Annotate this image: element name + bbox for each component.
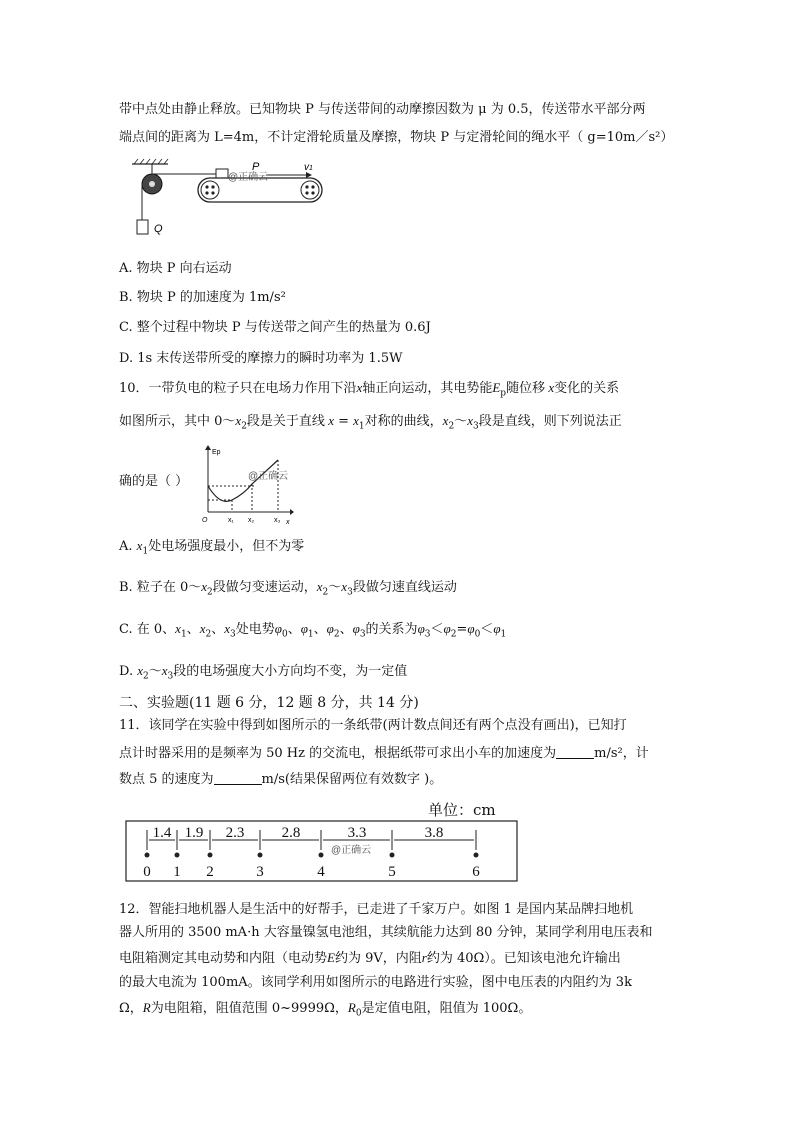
- q11-stem-line2: 点计时器采用的是频率为 50 Hz 的交流电，根据纸带可求出小车的加速度为 m/s²，计: [119, 746, 649, 761]
- q12-stem-line5: Ω，R为电阻箱，阻值范围 0~9999Ω，$R_0$是定值电阻，阻值为 100Ω。: [119, 1000, 532, 1019]
- tick-x2: x₂: [248, 517, 255, 524]
- q9-stem-line1: 带中点处由静止释放。已知物块 P 与传送带间的动摩擦因数为 μ 为 0.5，传送带水平部分两: [119, 102, 646, 117]
- section-heading: 二、实验题(11 题 6 分，12 题 8 分，共 14 分): [119, 695, 419, 711]
- q11-stem-line3: 数点 5 的速度为 m/s(结果保留两位有效数字 )。: [119, 772, 443, 787]
- tape-dot: [319, 853, 324, 858]
- origin-label: O: [202, 517, 208, 524]
- q9-stem-line2: 端点间的距离为 L=4m，不计定滑轮质量及摩擦，物块 P 与定滑轮间的绳水平（ g=10m／s²）: [119, 130, 674, 145]
- block-p: [216, 169, 228, 178]
- label-p: P: [252, 161, 260, 173]
- q12-stem-line4: 的最大电流为 100mA。该同学利用如图所示的电路进行实验，图中电压表的内阻约为 3k: [119, 975, 632, 990]
- watermark: @正确云: [331, 845, 372, 856]
- watermark: @正确云: [248, 471, 289, 482]
- segment-label: 1.9: [184, 825, 204, 841]
- q9-option-c: C. 整个过程中物块 P 与传送带之间产生的热量为 0.6J: [119, 320, 431, 335]
- q10-stem-line1: 10．一带负电的粒子只在电场力作用下沿x轴正向运动，其电势能$E_p$随位移 x变化的关系: [119, 380, 620, 399]
- point-label: 3: [256, 864, 264, 880]
- q10-stem-line2: 如图所示，其中 $0\sim x_2$段是关于直线 $x = x_1$对称的曲线，$x_2\sim x_3$段是直线，则下列说法正: [119, 413, 622, 432]
- q9-option-a: A. 物块 P 向右运动: [119, 261, 232, 276]
- block-q: [137, 220, 148, 234]
- q10-option-d: D. $x_2\sim x_3$段的电场强度大小方向均不变，为一定值: [119, 663, 408, 682]
- tape-dot: [175, 853, 180, 858]
- q10-option-c: C. 在 0、$x_1$、$x_2$、$x_3$处电势$\varphi_0$、$\varphi_1$、$\varphi_2$、$\varphi_3$的关系为$\varphi_3<\varphi_2=\varphi_0<\varphi_1$: [119, 621, 507, 640]
- q10-ep-graph: [198, 444, 294, 528]
- paper-tape-figure: [125, 820, 519, 882]
- watermark: @正确云: [228, 172, 269, 183]
- point-label: 0: [143, 864, 151, 880]
- segment-label: 3.8: [424, 825, 444, 841]
- q10-option-a: A. $x_1$处电场强度最小，但不为零: [119, 538, 305, 557]
- q9-conveyor-figure: [128, 158, 328, 240]
- segment-label: 3.3: [347, 825, 367, 841]
- point-label: 1: [173, 864, 181, 880]
- segment-label: 2.8: [281, 825, 301, 841]
- roller-left-icon: [201, 181, 219, 199]
- label-q: Q: [154, 223, 163, 235]
- tape-dot: [474, 853, 479, 858]
- tick-x3: x₃: [274, 517, 281, 524]
- q11-stem-line1: 11．该同学在实验中得到如图所示的一条纸带(两计数点间还有两个点没有画出)，已知打: [119, 718, 627, 733]
- q9-option-d: D. 1s 末传送带所受的摩擦力的瞬时功率为 1.5W: [119, 351, 403, 366]
- point-label: 4: [317, 864, 325, 880]
- tape-dot: [145, 853, 150, 858]
- axis-x-label: x: [286, 519, 290, 526]
- label-v: v1: [304, 162, 313, 173]
- tape-unit-label: 单位：cm: [428, 801, 496, 819]
- point-label: 2: [206, 864, 214, 880]
- tape-dot: [390, 853, 395, 858]
- q9-option-b: B. 物块 P 的加速度为 1m/s²: [119, 290, 286, 305]
- answer-blank-velocity[interactable]: [214, 772, 262, 785]
- segment-label: 2.3: [225, 825, 245, 841]
- tape-dot: [258, 853, 263, 858]
- q10-stem-line3: 确的是（ ）: [119, 474, 189, 489]
- tick-x1: x₁: [228, 517, 234, 524]
- segment-label: 1.4: [152, 825, 172, 841]
- q10-option-b: B. 粒子在 $0\sim x_2$段做匀变速运动，$x_2\sim x_3$段做匀速直线运动: [119, 579, 457, 598]
- tape-dot: [208, 853, 213, 858]
- axis-y-label: Ep: [212, 449, 221, 456]
- point-label: 6: [472, 864, 480, 880]
- q12-stem-line2: 器人所用的 3500 mA·h 大容量镍氢电池组，其续航能力达到 80 分钟，某同学利用电压表和: [119, 925, 653, 940]
- roller-right-icon: [301, 181, 319, 199]
- q12-stem-line1: 12．智能扫地机器人是生活中的好帮手，已走进了千家万户。如图 1 是国内某品牌扫地机: [119, 902, 634, 917]
- answer-blank-acceleration[interactable]: [556, 746, 594, 759]
- q12-stem-line3: 电阻箱测定其电动势和内阻（电动势E约为 9V，内阻r约为 40Ω）。已知该电池允许输出: [119, 950, 621, 966]
- point-label: 5: [388, 864, 396, 880]
